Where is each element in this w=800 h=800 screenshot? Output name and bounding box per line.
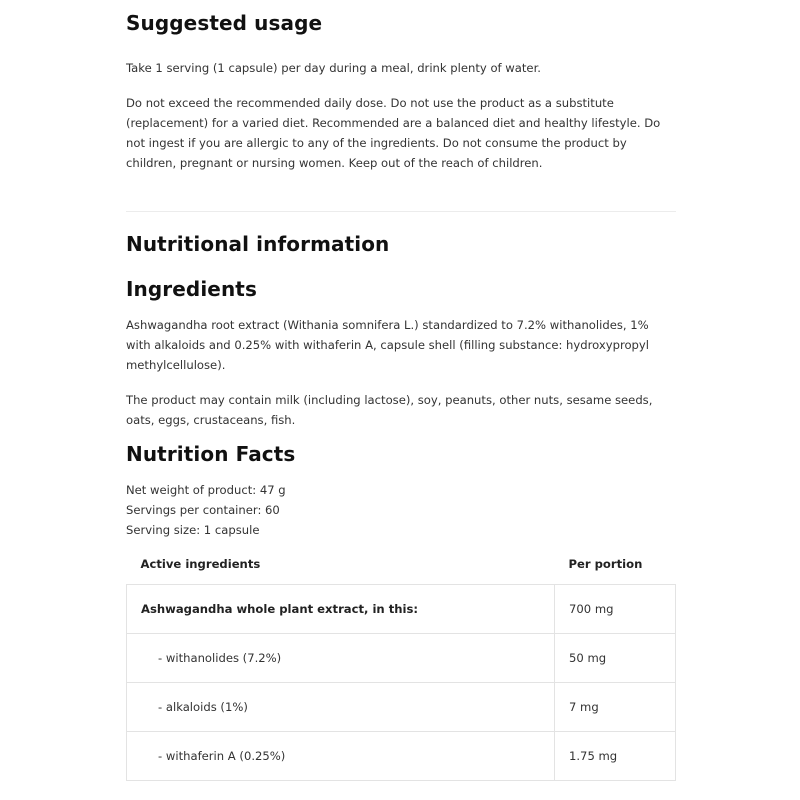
ingredients-heading: Ingredients <box>126 277 257 301</box>
column-header-per-portion: Per portion <box>555 544 676 585</box>
net-weight: Net weight of product: 47 g <box>126 483 286 497</box>
table-row <box>127 732 676 781</box>
nutritional-information-heading: Nutritional information <box>126 232 390 256</box>
column-header-active-ingredients: Active ingredients <box>127 544 555 585</box>
usage-warning: Do not exceed the recommended daily dose. Do not use the product as a substitute (replacement) for a varied diet. Recommended are a balanced diet and healthy lifestyle. Do not ingest if you are allergic to any of the ingredients. Do not consume the product by children, pregnant or nursing women. Keep out of the reach of children. <box>126 96 661 170</box>
ingredient-name: - withaferin A (0.25%) <box>127 732 555 781</box>
table-header-row <box>127 544 676 585</box>
ingredient-amount: 50 mg <box>555 634 676 683</box>
ingredient-name: Ashwagandha whole plant extract, in this: <box>127 585 555 634</box>
allergen-notice: The product may contain milk (including lactose), soy, peanuts, other nuts, sesame seeds, oats, eggs, crustaceans, fish. <box>126 393 653 427</box>
nutrition-facts-summary <box>126 480 286 540</box>
table-row <box>127 585 676 634</box>
table-row <box>127 634 676 683</box>
nutrition-facts-heading: Nutrition Facts <box>126 442 296 466</box>
ingredient-name: - withanolides (7.2%) <box>127 634 555 683</box>
ingredient-amount: 7 mg <box>555 683 676 732</box>
section-divider <box>126 211 676 212</box>
usage-instruction: Take 1 serving (1 capsule) per day during a meal, drink plenty of water. <box>126 61 541 75</box>
suggested-usage-heading: Suggested usage <box>126 11 323 35</box>
table-row <box>127 683 676 732</box>
ingredient-name: - alkaloids (1%) <box>127 683 555 732</box>
ingredients-list: Ashwagandha root extract (Withania somnifera L.) standardized to 7.2% withanolides, 1% with alkaloids and 0.25% with withaferin A, capsule shell (filling substance: hydroxypropyl methylcellulose). <box>126 318 650 372</box>
nutrition-table <box>126 544 676 781</box>
ingredient-amount: 1.75 mg <box>555 732 676 781</box>
ingredient-amount: 700 mg <box>555 585 676 634</box>
servings-per-container: Servings per container: 60 <box>126 503 280 517</box>
serving-size: Serving size: 1 capsule <box>126 523 260 537</box>
